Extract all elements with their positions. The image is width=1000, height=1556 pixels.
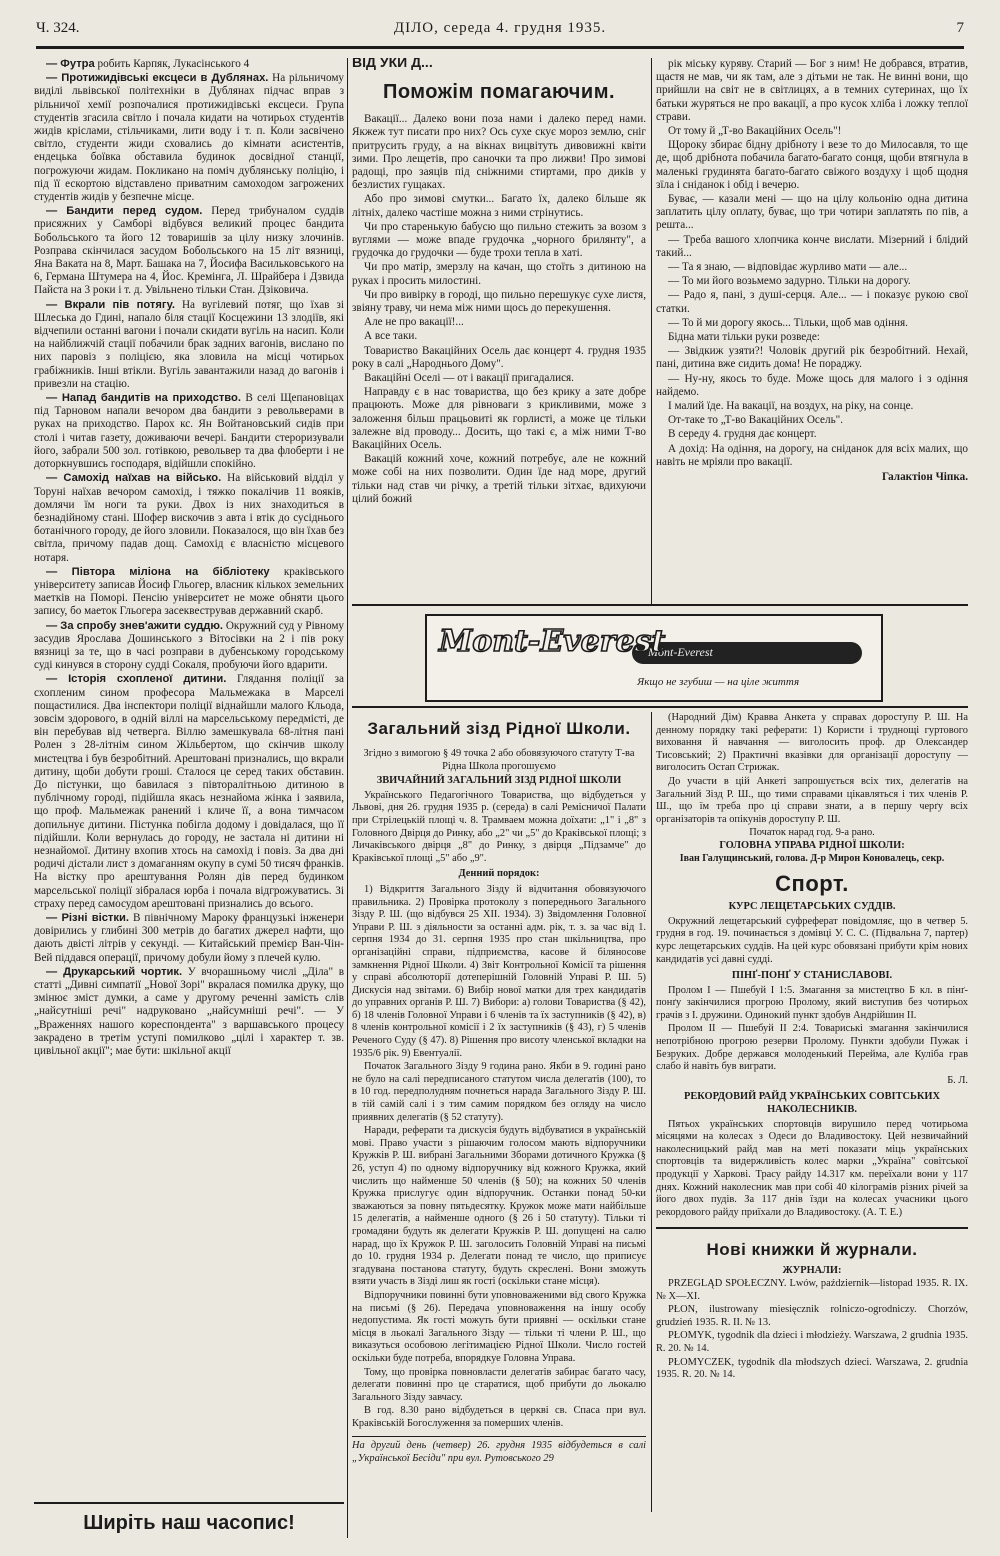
essay-paragraph: — Звідкиж узяти?! Чоловік другий рік безробітний. Нехай, пані, дитина вже сидить дома! Не пораджу. <box>656 345 968 371</box>
books-rule <box>656 1227 968 1229</box>
sport-subheading: КУРС ЛЕЩЕТАРСЬКИХ СУДДІВ. <box>728 901 896 913</box>
essay-paragraph: Але не про вакації!... <box>364 316 464 329</box>
news-text: робить Карпяк, Лукасінського 4 <box>97 58 250 70</box>
essay-paragraph: — Та я знаю, — відповідає журливо мати — але... <box>668 261 908 274</box>
news-item <box>34 566 344 619</box>
agenda-paragraph: Наради, реферати та дискусія будуть відбуватися в українській мові. Право участи з рішаючим голосом мають відпоручники Кружків Р. Ш. вибрані Загальними Зборами дотичного Кружка (§ 26, уступ 4) по одному відпоручнику від кожного Кружка, який числить що найменше 50 членів (§ 50); на кожних 50 членів Кружка прислугує один відпоручник. Останки понад 50-ки зважаються за повну пятьдесятку. Кружок може мати найбільше 15 делегатів, а найменше одного (§ 26 і 50 статуту). Тільки ті громадяни будуть як делегати Кружків Р. Ш. допущені на салю нарад, що їх Кружок Р. Ш. заголосить Головній Управі на письмі до 10. грудня 1934 р. Делегати понад те число, що приписує згадувана постанова статуту, будуть скреслені. Вони зможуть взяти участь в Зізді лиш як гості (оскільки стане місця). <box>352 1125 646 1288</box>
news-text: Перед трибуналом суддів присяжних у Самборі відбувся великий процес бандита Бобольського та його 12 товаришів за цілу низку злочинів. Розправа скінчилася засудом Бобольського на 15 літ вязниці, Яна Ваката на 8, Март. Башака на 7, Йосифа Васильковського на 6, Германа Штумера на 4, Йос. Кремінга, Л. Шрайбера і Дзвида Пайста на 3 роки і т. д. Увільнено тільки Стан. Дзіковича. <box>34 205 344 297</box>
sport-and-books-column <box>656 712 968 1502</box>
sport-paragraph: Пролом ІІ — Пшебуй ІІ 2:4. Товариські змагання закінчилися непотрібною прогрою резерви Пролому. Пункти здобули Пужак і Безруких. Добре держався молоденький Перейма, але Куліба грав слабо й навіть був виграти. <box>656 1023 968 1073</box>
news-headline: — Друкарський чортик. <box>46 965 183 978</box>
masthead-date: ДІЛО, середа 4. грудня 1935. <box>393 20 607 36</box>
news-headline: — Різні вістки. <box>46 912 129 924</box>
news-headline: — Напад бандитів на приходство. <box>46 392 241 405</box>
essay-paragraph: Чи про матір, змерзлу на качан, що стоїть з дитиною на руках і просить милостині. <box>352 261 646 287</box>
news-column <box>34 58 344 1498</box>
column-rule-3 <box>651 712 652 1512</box>
news-headline: — Бандити перед судом. <box>46 205 203 218</box>
section-rule-ad-top <box>352 604 968 606</box>
essay-paragraph: Направду є в нас товариства, що без крику а зате добре працюють. Може для рівноваги з крикливими, може з заложення більш працьовиті як горлисті, а може це тільки залежне від проводу... Досить, що такі є, а між ними Т-во Вакаційних Осель. <box>352 386 646 452</box>
news-headline: — Півтора міліона на бібліотеку <box>46 565 270 578</box>
journals-list <box>656 1278 968 1382</box>
school-board: ГОЛОВНА УПРАВА РІДНОЇ ШКОЛИ: <box>719 839 905 851</box>
board-signers: Іван Галущинський, голова. Д-р Мирон Коновалець, секр. <box>679 852 945 864</box>
column-rule-1 <box>347 58 348 1538</box>
essay-paragraph: Вакаційні Оселі — от і вакації пригадалися. <box>364 372 574 385</box>
congress-subtitle: ЗВИЧАЙНИЙ ЗАГАЛЬНИЙ ЗІЗД РІДНОЇ ШКОЛИ <box>376 775 622 787</box>
essay-paragraph: От тому й „Т-во Вакаційних Осель"! <box>668 125 842 138</box>
survey-paragraph: (Народний Дім) Кравва Анкета у справах дороступу Р. Ш. На денному порядку такі реферати: 1) Користи і труднощі гуртового виховання й навчання — виголосить проф. др Олександер Тисовський; 2) Практичні вказівки для організації дороступу — виголосить Остап Стрижак. <box>656 712 968 774</box>
news-text: В північному Мароку французькі інженери довірились у глибині 300 метрів до багатих джерел нафти, що дають двісті літрів у секунді. — Китайський премієр Ван-Чін-Вей піддався операції, причому добули йому з плечей кулю. <box>34 912 344 964</box>
essay-paragraph: От-таке то „Т-во Вакаційних Осель". <box>668 414 844 427</box>
essay-paragraph: — Ну-ну, якось то буде. Може щось для малого і з одіння найдемо. <box>656 372 968 398</box>
news-text: На рільничому виділі львівської політехніки в Дублянах підчас вправ з рільничої хемії розпочалися протижидівські ексцеси. Група студентів згасила світло і почала кидати на чотирьох студентів жидів кріслами, стільчиками, лити воду і т. п. Коли засвічено світло, студенти жиди сховались до кімнати асистентів, ендецька боївка обставила будинок досвідної станції, погрожуючи жидам. Покликано на поміч дублянську поліцію, і під її ескортою відставлено приватним самоходом загрожених студентів жидів у безпечне місце. <box>34 72 344 204</box>
essay-signature: Галактіон Чіпка. <box>881 471 968 484</box>
news-item <box>34 472 344 564</box>
news-text: Глядання поліції за схопленим сином професора Мальмежака в Марселі пощастилися. Два інспектори поліції віднайшли малого Кльода, зовсім здорового, в одній віллі на марсельському передмісті, де він перебував від четверга. Віллю замешкувала 68-літня пані Ролен з 28-літнім сином Жільбертом, що скінчив школу мистецтва і був безробітний. Арештовані признались, що вкрали дитину, щоби добути гроші. Сталося це серед таких обставин. До пістунки, що бавилася з півторалітньою дитиною в публічному городі, підійшла якась незнайома жінка і заявила, що проф. Мальмежак ранений і кличе її, а вона тимчасом допильнує дитини. Пістунка побігла додому і довідалася, що її підійшли. Коли вернулась до городу, не застала ні дитини ні незнайомої. Дитину вхопив хтось на самохід і повіз. За два дні родичі дістали лист з домаганням окупу в сумі 50 тисяч франків. На вістку про арештування Ролян дів перед будинком марсельської поліції зібралася юрба і почала відгрожуватись. Зі страху перед самосудом арештовані признались до всього. <box>34 673 344 910</box>
sport-paragraph: Пролом І — Пшебуй І 1:5. Змагання за мистецтво Б кл. в пінґ-понґу закінчилися прогрою Пролому, який виступив без чотирьох грачів з І. дружини. Одинокий пункт здобув Андрійшин ІІ. <box>656 984 968 1021</box>
news-text: Окружний суд у Рівному засудив Ярослава Дошинського з Вітосівки на 2 і пів року вязниці за те, що в часі розправи в дубенському городському суді кинувся в сторону судді Сокаля, пробуючи його вдарити. <box>34 619 344 672</box>
congress-venue: Українського Педагогічного Товариства, що відбудеться у Львові, дня 26. грудня 1935 р. (середа) в салі Ремісничої Палати при Стрілецькій площі ч. 8. Трамваем можна доїхати: „1" і „8" з Головного Двірця до Ринку, або „2" чи „5" до Краківської площі; з Личаківського двірця „8" до Ринку, з двірця „Підзамче" до Краківської площі „5" або „9". <box>352 789 646 864</box>
issue-number: Ч. 324. <box>36 20 80 36</box>
essay-paragraph: Чи про старенькую бабусю що пильно стежить за возом з вуглями — може впаде грудочка „чорного брилянту", а грудочка до грудочки — буде трохи тепла в хаті. <box>352 220 646 260</box>
news-item <box>34 392 344 471</box>
journal-entry: PŁON, ilustrowany miesięcznik rolniczo-ogrodniczy. Chorzów, grudzień 1935. R. II. № 13. <box>656 1304 968 1328</box>
page-number: 7 <box>956 20 964 36</box>
agenda-title: Денний порядок: <box>458 868 540 880</box>
essay-paragraph: Бідна мати тільки руки розведе: <box>668 331 820 344</box>
agenda-body <box>352 884 646 1431</box>
essay-paragraph: рік міську куряву. Старий — Бог з ним! Не добрався, втратив, щастя не мав, чи як там, але з дітьми не так. Не винні вони, що прийшли на світ не в світлицях, а в темних сутеринах, що їх батьки журяться не про вакації, а про кусок хліба і ложку теплої страви. <box>656 58 968 123</box>
meeting-start: Початок нарад год. 9-а рано. <box>749 827 875 839</box>
brand-logo: Mont-Everest <box>439 624 666 659</box>
pen-label: Mont-Everest <box>648 645 713 659</box>
pen-advertisement <box>425 614 883 702</box>
essay-paragraph: Буває, — казали мені — що на цілу кольонію одна дитина заплатить цілу оплату, буває, що три чотири заплатять по пів, а решта... <box>656 193 968 232</box>
news-item <box>34 58 344 71</box>
journal-entry: PRZEGLĄD SPOŁECZNY. Lwów, październik—listopad 1935. R. IX. № X—XI. <box>656 1277 968 1302</box>
essay-paragraph: — Радо я, пані, з душі-серця. Але... — і показує рукою свої статки. <box>656 289 968 315</box>
news-text: На військовий відділ у Торуні наїхав вечором самохід, і тяжко покалічив 11 вояків, домлячи їм ноги та руки. Двох із них знаходиться в безнадійному стані. Шофер вискочив з авта і втік до сусіднього ботанічного городу, де його зловили. Показалося, що він їхав без світла, причому падав дощ. Самохід є власністю місцевого нотаря. <box>34 472 344 564</box>
essay-paragraph: — То й ми дорогу якось... Тільки, щоб мав одіння. <box>668 316 908 329</box>
news-headline: — Вкрали пів потягу. <box>46 298 175 311</box>
news-text: На вугілевий потяг, що їхав зі Шлеська до Гдині, напало біля стації Косцежини 13 злодіїв, які відчепили останні вагони і почали скидати вугіль на насип. Коли на найближчій стації побачили брак задних вагонів, вислано по них паровіз з поліцією, яка зловила на місці чотирьох грабіжників. Інші втікли. Вугіль завантажили назад до вагонів і привезли на стацію. <box>34 298 344 390</box>
essay-body <box>352 113 646 506</box>
essay-paragraph: Вакації... Далеко вони поза нами і далеко перед нами. Якжеж тут писати про них? Ось сухе скує мороз землю, сніг притрусить груду, а на вікнах вицвітуть дивовижні квіти зими. Про лещетів, про саночки та про лижви! Про зимові радощі, про заяців під сніжними стиртами, про диків у безлистих гущаках. <box>352 113 646 192</box>
news-item <box>34 673 344 911</box>
agenda-paragraph: В год. 8.30 рано відбудеться в церкві св. Спаса при вул. Краківській Богослуження за померших членів. <box>352 1405 646 1429</box>
books-title: Нові книжки й журнали. <box>706 1240 918 1260</box>
news-headline: — Футра <box>46 58 95 70</box>
agenda-paragraph: Відпоручники повинні бути уповноваженими від свого Кружка на письмі (§ 26). Передача уповноваження на іншу особу недопустима. Як гості можуть бути приявні — оскільки стане місця в льокалі Загального Зізду — тільки ті члени Р. Ш., що виказуться особовою легітимацією Рідної Школи. Число гостей оскільки буде потреба, впорядкуе Головна Управа. <box>352 1289 646 1364</box>
survey-paragraph: До участи в цій Анкеті запрошується всіх тих, делегатів на Загальний Зізд Р. Ш., що тими справами цікавляться і тих членів Р. Ш., що їм треба про ці справи знати, а в першу черґу всіх організаторів та опікунів дороступу Р. Ш. <box>656 775 968 825</box>
congress-footnote: На другий день (четвер) 26. грудня 1935 відбудеться в салі „Української Бесіди" при вул. Рутовського 29 <box>352 1436 646 1465</box>
essay-paragraph: А все таки. <box>364 330 418 343</box>
agenda-paragraph: 1) Відкриття Загального Зізду й відчитання обовязуючого правильника. 2) Провірка протоколу з попереднього Загального Зізду Р. Ш. (що відбувся 25 XII. 1934). 3) Звідомлення Головної Управи Р. Ш. з діяльности за останні адм. рік, т. з. за час від 1. серпня 1934 до 31. серпня 1935 про стан шкільництва, про організаційні справи, підприємства, касове й біляносове замкнення Рідної Школи. 4) Звіт Контрольної Комісії та рішення у справі абсолюторії дотеперішній Головній Управі Р. Ш. 5) Дискусія над звітами. 6) Вибір нової матки для трех кандидатів до управних органів Р. Ш. 7) Вибори: а) голови Товариства (§ 42), б) 18 членів Головної Управи і 6 членів та їх заступників (§ 42), в) 8 членів контрольної комісії і 2 їх заступників (§ 43), г) 5 членів Реченого Суду (§ 47). 8) Рішення про висоту членської вкладки на 1935/6 рік. 9) Евентуалії. <box>352 883 646 1059</box>
ad-tagline: Якщо не згубиш — на ціле життя <box>637 676 800 688</box>
essay-paragraph: Вакацій кожний хоче, кожний потребує, але не кожний може собі на них позволити. Один їде над море, другий тільки над став чи річку, а третій тільки зітхає, вдихуючи цілий божий <box>352 453 646 505</box>
congress-intro: Згідно з вимогою § 49 точка 2 або обовязуючого статуту Т-ва Рідна Школа прогошуємо <box>363 748 635 772</box>
essay-paragraph: — То ми його возьмемо задурно. Тільки на дорогу. <box>668 275 911 288</box>
news-text: краківського університету записав Йосиф Гльогер, власник кількох земельних маетків на Поморі. Пенсію університет не може обняти цього запису, бо маеток Гльогера засеквестрував державний скарб. <box>34 565 344 618</box>
agenda-paragraph: Тому, що провірка повновласти делегатів забирає багато часу, делегати повинні про це старатися, щоб прибути до льокалю Загального Зізду завчасу. <box>352 1366 646 1403</box>
news-headline: — За спробу знев'ажити суддю. <box>46 619 224 632</box>
sport-section <box>656 901 968 1219</box>
news-item <box>34 205 344 297</box>
journal-entry: PŁOMYCZEK, tygodnik dla młodszych dzieci. Warszawa, 2. grudnia 1935. R. 20. № 14. <box>656 1356 968 1381</box>
essay-paragraph: А дохід: На одіння, на дорогу, на сніданок для всіх малих, що навіть не мріяли про вакації. <box>656 442 968 468</box>
news-headline: — Самохід наїхав на військо. <box>46 472 222 485</box>
journal-entry: PŁOMYK, tygodnik dla dzieci i młodzieży. Warszawa, 2 grudnia 1935. R. 20. № 14. <box>656 1330 968 1354</box>
news-item <box>34 620 344 673</box>
sport-paragraph: Пятьох українських спортовців вирушило перед чотирьома місяцями на колесах з Одеси до Владивостоку. Цей незвичайний наколесницький райд мав на меті показати міць українських спортовців та видержливість колес марки „Україна" совітської продукції у Харкові. Трасу райду 14.317 км. переїхали вони у 117 днях. Кожний наколесник мав при собі 40 кілограмів різних річей за його двох пудів. За 117 днів їзди на колесах учасники цього рекордового райду приїхали до Владивостоку. (А. Т. Е.) <box>656 1118 968 1218</box>
essay-continued-body <box>656 58 968 469</box>
survey-notice <box>656 712 968 826</box>
school-congress-notice <box>352 712 646 1502</box>
essay-kicker: ВІД УКИ Д... <box>352 58 433 70</box>
sport-title: Спорт. <box>775 871 849 897</box>
essay-title: Поможім помагаючим. <box>382 81 616 104</box>
news-item <box>34 72 344 204</box>
news-item <box>34 966 344 1058</box>
section-rule-ad-bottom <box>352 706 968 708</box>
column-rule-2 <box>651 58 652 604</box>
sport-paragraph: Б. Л. <box>947 1074 968 1086</box>
essay-paragraph: Товариство Вакаційних Осель дає концерт 4. грудня 1935 року в салі „Народнього Дому". <box>352 344 646 370</box>
congress-title: Загальний зізд Рідної Школи. <box>367 719 631 738</box>
essay-paragraph: Або про зимові смутки... Багато їх, далеко більше як літніх, далеко частіше можна з ними стрінутись. <box>352 193 646 219</box>
essay-paragraph: — Треба вашого хлопчика конче вислати. Мізерний і блідий такий... <box>656 233 968 259</box>
essay-column <box>352 58 646 603</box>
agenda-paragraph: Початок Загального Зізду 9 година рано. Якби в 9. годині рано не було на салі передписаного статутом числа делегатів (100), то в 10 год. передполудням почнеться нарада Загального Зізду Р. Ш. в тій самій салі і з тим самим порядком без огляду на число приявних делегатів (§ 52 статуту). <box>352 1061 646 1123</box>
essay-paragraph: Чи про вивірку в городі, що пильно перешукує сухе листя, звіяну траву, чи нема між ними щось до перекушення. <box>352 288 646 315</box>
sport-subheading: РЕКОРДОВИЙ РАЙД УКРАЇНСЬКИХ СОВІТСЬКИХ НАКОЛЕСНИКІВ. <box>683 1091 941 1116</box>
news-headline: — Протижидівські ексцеси в Дублянах. <box>46 72 269 85</box>
news-text: У вчорашньому числі „Діла" в статті „Дивні симпатії „Нової Зорі" вкралася помилка друку, що змінює зміст думки, а саме у другому реченні замість слів „найсутніші речі" надруковано „найсумніші речі". — У „Враженнях нашого кореспондента" з варшавського процесу закрадено в третім уступі помилково „цілі і характер т. зв. цивільної акції"; мае бути: шкільної акції <box>34 965 344 1058</box>
news-item <box>34 299 344 391</box>
news-headline: — Історія схопленої дитини. <box>46 673 227 686</box>
subscribe-banner: Ширіть наш часопис! <box>34 1502 344 1542</box>
news-item <box>34 912 344 965</box>
page-header <box>36 18 964 49</box>
journals-heading: ЖУРНАЛИ: <box>782 1265 842 1277</box>
sport-paragraph: Окружний лещетарський суфреферат повідомляє, що в четвер 5. грудня в год. 19. починається з домівці У. С. С. (Підвальна 7, партер) курс лещетарських суддів. На цей курс обовязані прибути крім нових кандидатів усі давні судді. <box>656 915 968 965</box>
fountain-pen-icon <box>632 642 862 664</box>
news-text: В селі Щепановіцах під Тарновом напали вечором два бандити з револьверами в руках на приходство. Парох кс. Ян Войтановський сидів при столі і читав газету, доживаючи вечері. Бандити стероризували його, забрали 500 зол. готівкою, револьвер та два флоберти і не доторкнувшись господаря, відійшли спокійно. <box>34 392 344 471</box>
essay-paragraph: І малий їде. На вакації, на воздух, на ріку, на сонце. <box>668 400 914 413</box>
essay-paragraph: Щороку збирає бідну дрібноту і везе то до Милосавля, то ще де, щоб дрібнота побачила багато-багато сонця, щоби втягнула в маленькі грудинята багато-багато свіжого воздуху і щоб щодня зїла і сніданок і обід і вечерю. <box>656 139 968 191</box>
essay-paragraph: В середу 4. грудня дає концерт. <box>668 428 817 441</box>
essay-continued-column <box>656 58 968 603</box>
sport-subheading: ПІНҐ-ПОНҐ У СТАНИСЛАВОВІ. <box>731 970 893 982</box>
